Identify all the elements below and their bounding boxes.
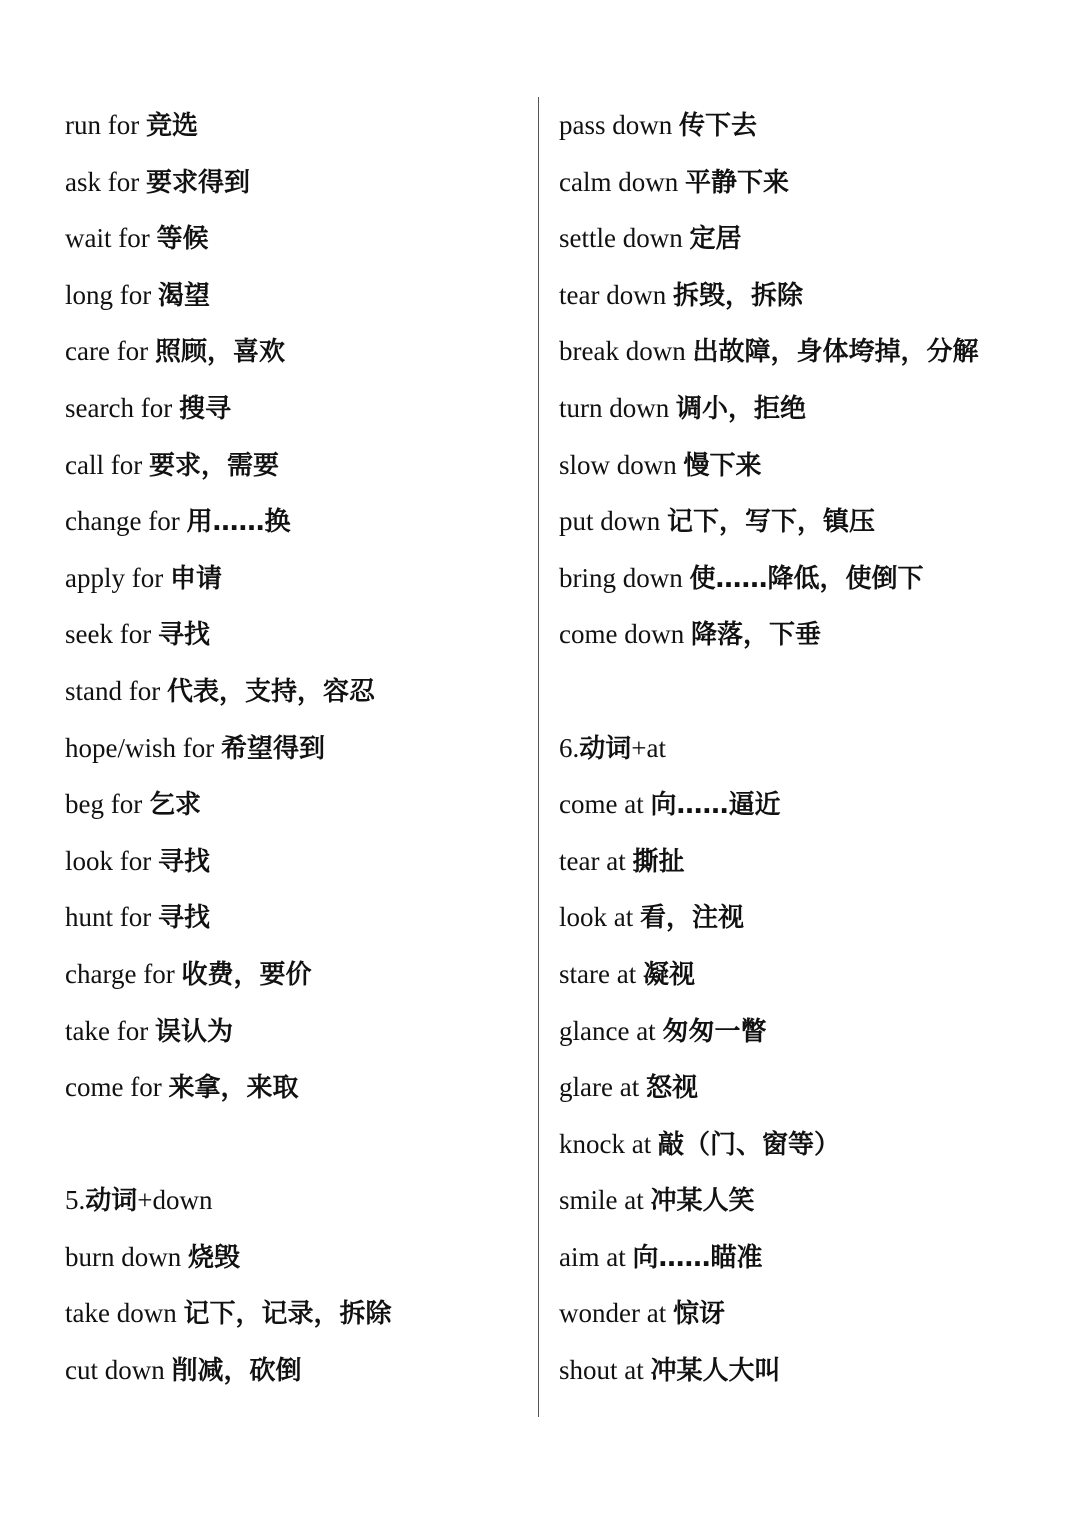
column-divider [538, 97, 539, 1417]
english-phrase: charge for [65, 958, 182, 989]
english-phrase: aim at [559, 1241, 633, 1272]
phrase-list-down-continued [559, 97, 1059, 663]
phrase-row [559, 97, 1059, 154]
chinese-meaning: 看，注视 [640, 903, 745, 934]
phrase-list-down [65, 1229, 525, 1399]
chinese-meaning: 敲（门、窗等） [657, 1129, 840, 1160]
english-phrase: search for [65, 392, 179, 423]
english-phrase: run for [65, 110, 146, 140]
chinese-meaning: 要求，需要 [148, 450, 279, 481]
phrase-row [559, 1116, 1059, 1173]
phrase-row [65, 889, 525, 946]
phrase-row [65, 437, 525, 494]
phrase-row [559, 210, 1059, 267]
english-phrase: bring down [559, 562, 690, 593]
phrase-row [65, 1285, 525, 1342]
english-phrase: calm down [559, 166, 685, 197]
section-heading-down [65, 1172, 525, 1229]
chinese-meaning: 冲某人大叫 [650, 1356, 781, 1387]
chinese-meaning: 怒视 [645, 1073, 698, 1104]
english-phrase: care for [65, 336, 155, 367]
heading-number: 6. [559, 732, 580, 763]
chinese-meaning: 传下去 [679, 111, 758, 141]
english-phrase: seek for [65, 619, 158, 650]
heading-english: +at [631, 732, 666, 763]
chinese-meaning: 寻找 [157, 903, 210, 934]
phrase-list-for [65, 97, 525, 1116]
english-phrase: knock at [559, 1128, 658, 1159]
section-heading-at [559, 720, 1059, 777]
english-phrase: look for [65, 845, 158, 876]
english-phrase: stand for [65, 675, 167, 706]
chinese-meaning: 寻找 [157, 620, 210, 651]
phrase-row [559, 550, 1059, 607]
english-phrase: settle down [559, 223, 690, 254]
heading-number: 5. [65, 1185, 86, 1216]
left-column [65, 97, 525, 1399]
chinese-meaning: 降落，下垂 [690, 620, 821, 651]
phrase-row [65, 1229, 525, 1286]
english-phrase: tear down [559, 279, 673, 310]
phrase-row [559, 946, 1059, 1003]
english-phrase: beg for [65, 789, 149, 820]
phrase-row [65, 1003, 525, 1060]
phrase-row [65, 946, 525, 1003]
chinese-meaning: 慢下来 [683, 450, 762, 481]
chinese-meaning: 用……换 [186, 507, 291, 538]
chinese-meaning: 竞选 [145, 111, 198, 141]
spacer [65, 1116, 525, 1173]
english-phrase: take for [65, 1015, 155, 1046]
english-phrase: come at [559, 789, 651, 820]
english-phrase: look at [559, 902, 640, 933]
phrase-row [559, 1172, 1059, 1229]
english-phrase: glance at [559, 1015, 663, 1046]
chinese-meaning: 匆匆一瞥 [662, 1016, 767, 1047]
phrase-row [559, 267, 1059, 324]
phrase-row [65, 1059, 525, 1116]
chinese-meaning: 记下，写下，镇压 [667, 507, 876, 538]
chinese-meaning: 照顾，喜欢 [154, 337, 285, 368]
chinese-meaning: 希望得到 [220, 733, 325, 764]
chinese-meaning: 误认为 [154, 1016, 233, 1047]
english-phrase: apply for [65, 562, 170, 593]
phrase-row [559, 833, 1059, 890]
chinese-meaning: 烧毁 [188, 1242, 241, 1273]
phrase-row [559, 776, 1059, 833]
chinese-meaning: 等候 [156, 224, 209, 255]
english-phrase: call for [65, 449, 149, 480]
phrase-row [559, 1229, 1059, 1286]
chinese-meaning: 惊讶 [672, 1299, 725, 1330]
phrase-row [65, 776, 525, 833]
phrase-row [559, 1285, 1059, 1342]
chinese-meaning: 定居 [689, 224, 742, 255]
english-phrase: stare at [559, 958, 643, 989]
chinese-meaning: 搜寻 [178, 393, 231, 424]
english-phrase: put down [559, 506, 667, 537]
right-column [559, 97, 1059, 1399]
phrase-row [65, 380, 525, 437]
chinese-meaning: 向……逼近 [650, 790, 781, 821]
chinese-meaning: 撕扯 [632, 846, 685, 877]
phrase-row [559, 606, 1059, 663]
english-phrase: pass down [559, 110, 679, 140]
chinese-meaning: 寻找 [157, 846, 210, 877]
phrase-row [65, 323, 525, 380]
phrase-row [65, 663, 525, 720]
phrase-row [65, 1342, 525, 1399]
english-phrase: shout at [559, 1355, 651, 1386]
chinese-meaning: 代表，支持，容忍 [166, 676, 375, 707]
chinese-meaning: 向……瞄准 [632, 1242, 763, 1273]
phrase-row [559, 154, 1059, 211]
english-phrase: cut down [65, 1355, 172, 1386]
chinese-meaning: 记下，记录，拆除 [183, 1299, 392, 1330]
phrase-row [559, 437, 1059, 494]
english-phrase: slow down [559, 449, 684, 480]
phrase-row [559, 1003, 1059, 1060]
chinese-meaning: 拆毁，拆除 [672, 280, 803, 311]
heading-chinese: 动词 [579, 733, 632, 764]
heading-chinese: 动词 [85, 1186, 138, 1217]
english-phrase: smile at [559, 1185, 651, 1216]
chinese-meaning: 要求得到 [145, 167, 250, 198]
chinese-meaning: 来拿，来取 [168, 1073, 299, 1104]
phrase-row [65, 210, 525, 267]
english-phrase: wait for [65, 223, 157, 254]
phrase-row [559, 1342, 1059, 1399]
chinese-meaning: 收费，要价 [181, 959, 312, 990]
phrase-row [65, 267, 525, 324]
phrase-row [65, 493, 525, 550]
chinese-meaning: 出故障，身体垮掉，分解 [692, 337, 979, 368]
phrase-row [65, 550, 525, 607]
spacer [559, 663, 1059, 720]
phrase-row [65, 97, 525, 154]
phrase-row [559, 323, 1059, 380]
english-phrase: turn down [559, 392, 676, 423]
english-phrase: hunt for [65, 902, 158, 933]
chinese-meaning: 平静下来 [684, 167, 789, 198]
phrase-row [65, 720, 525, 777]
chinese-meaning: 使……降低，使倒下 [689, 563, 924, 594]
english-phrase: burn down [65, 1241, 188, 1272]
english-phrase: come down [559, 619, 691, 650]
phrase-row [559, 889, 1059, 946]
chinese-meaning: 凝视 [642, 959, 695, 990]
phrase-row [559, 380, 1059, 437]
phrase-row [65, 154, 525, 211]
english-phrase: come for [65, 1072, 169, 1103]
phrase-row [65, 833, 525, 890]
english-phrase: hope/wish for [65, 732, 221, 763]
english-phrase: break down [559, 336, 693, 367]
chinese-meaning: 调小，拒绝 [676, 393, 807, 424]
phrase-row [559, 1059, 1059, 1116]
english-phrase: long for [65, 279, 158, 310]
chinese-meaning: 冲某人笑 [650, 1186, 755, 1217]
chinese-meaning: 削减，砍倒 [171, 1356, 302, 1387]
phrase-list-at [559, 776, 1059, 1399]
english-phrase: tear at [559, 845, 633, 876]
english-phrase: take down [65, 1298, 184, 1329]
english-phrase: wonder at [559, 1298, 673, 1329]
english-phrase: change for [65, 506, 187, 537]
english-phrase: glare at [559, 1072, 646, 1103]
english-phrase: ask for [65, 166, 146, 197]
phrase-row [559, 493, 1059, 550]
heading-english: +down [137, 1185, 213, 1216]
phrase-row [65, 606, 525, 663]
chinese-meaning: 渴望 [157, 280, 210, 311]
chinese-meaning: 申请 [169, 563, 222, 594]
chinese-meaning: 乞求 [148, 790, 201, 821]
